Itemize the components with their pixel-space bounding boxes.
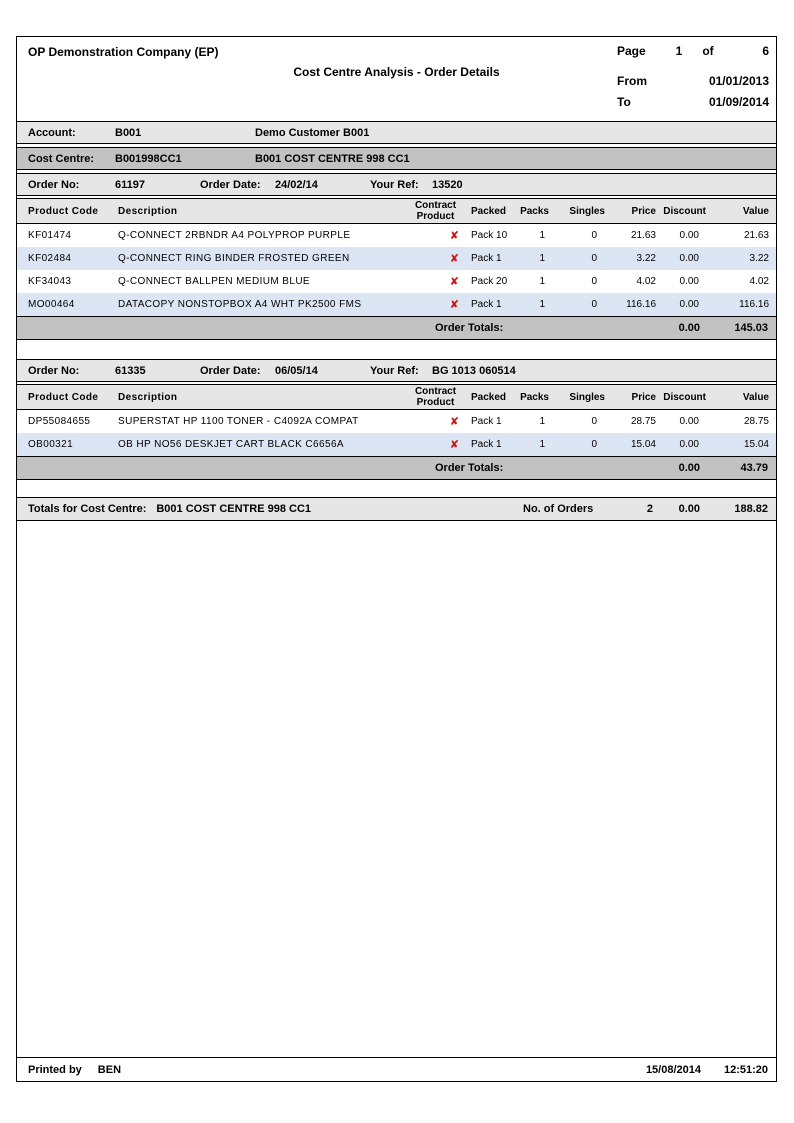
cost-centre-name: B001 COST CENTRE 998 CC1 bbox=[255, 152, 410, 165]
table-row bbox=[17, 224, 776, 247]
table-header-row bbox=[17, 384, 776, 410]
your-ref-label: Your Ref: bbox=[370, 178, 419, 191]
col-singles: Singles bbox=[569, 391, 605, 403]
col-packs: Packs bbox=[520, 391, 549, 403]
packs-cell: 1 bbox=[539, 230, 545, 241]
order-totals-discount: 0.00 bbox=[678, 462, 700, 474]
account-bar bbox=[17, 121, 776, 144]
account-code: B001 bbox=[115, 126, 142, 139]
order-totals-discount: 0.00 bbox=[678, 322, 700, 334]
col-singles: Singles bbox=[569, 205, 605, 217]
col-description: Description bbox=[118, 391, 178, 403]
value-cell: 116.16 bbox=[739, 299, 769, 310]
price-cell: 3.22 bbox=[636, 253, 656, 264]
singles-cell: 0 bbox=[591, 253, 597, 264]
price-cell: 116.16 bbox=[626, 299, 656, 310]
table-row bbox=[17, 433, 776, 456]
order-header-bar bbox=[17, 359, 776, 382]
packed-cell: Pack 1 bbox=[471, 299, 502, 310]
cost-centre-totals-name: B001 COST CENTRE 998 CC1 bbox=[156, 503, 312, 515]
to-label: To bbox=[617, 95, 631, 109]
col-product-code: Product Code bbox=[28, 205, 99, 217]
table-header-row bbox=[17, 198, 776, 224]
order-totals-bar bbox=[17, 316, 776, 340]
product-code-cell: MO00464 bbox=[28, 299, 75, 310]
singles-cell: 0 bbox=[591, 439, 597, 450]
value-cell: 21.63 bbox=[743, 230, 769, 241]
singles-cell: 0 bbox=[591, 230, 597, 241]
account-label: Account: bbox=[28, 126, 76, 139]
report-page bbox=[16, 36, 777, 1082]
value-cell: 28.75 bbox=[743, 416, 769, 427]
col-contract-product: Contract Product bbox=[414, 386, 457, 408]
table-row bbox=[17, 293, 776, 316]
col-price: Price bbox=[631, 391, 656, 403]
packs-cell: 1 bbox=[539, 299, 545, 310]
packed-cell: Pack 1 bbox=[471, 253, 502, 264]
order-no: 61197 bbox=[115, 178, 145, 191]
printed-time: 12:51:20 bbox=[723, 1063, 768, 1076]
col-price: Price bbox=[631, 205, 656, 217]
contract-cross-icon: ✘ bbox=[449, 438, 459, 451]
price-cell: 28.75 bbox=[630, 416, 656, 427]
packed-cell: Pack 1 bbox=[471, 439, 502, 450]
packs-cell: 1 bbox=[539, 276, 545, 287]
packed-cell: Pack 1 bbox=[471, 416, 502, 427]
order-date-label: Order Date: bbox=[200, 178, 261, 191]
packed-cell: Pack 20 bbox=[471, 276, 508, 287]
from-date: 01/01/2013 bbox=[708, 74, 769, 88]
product-code-cell: KF34043 bbox=[28, 276, 72, 287]
value-cell: 15.04 bbox=[743, 439, 769, 450]
packs-cell: 1 bbox=[539, 439, 545, 450]
your-ref-label: Your Ref: bbox=[370, 364, 419, 377]
packed-cell: Pack 10 bbox=[471, 230, 508, 241]
value-cell: 4.02 bbox=[749, 276, 769, 287]
order-totals-value: 145.03 bbox=[734, 322, 768, 334]
printed-by-label: Printed by bbox=[28, 1063, 82, 1076]
order-date: 06/05/14 bbox=[275, 364, 318, 377]
cost-centre-bar bbox=[17, 147, 776, 170]
contract-cross-icon: ✘ bbox=[449, 275, 459, 288]
col-discount: Discount bbox=[663, 391, 706, 403]
order-no: 61335 bbox=[115, 364, 146, 377]
table-row bbox=[17, 247, 776, 270]
col-value: Value bbox=[742, 391, 769, 403]
order-no-label: Order No: bbox=[28, 364, 80, 377]
table-row bbox=[17, 410, 776, 433]
order-no-label: Order No: bbox=[28, 178, 80, 191]
cost-centre-label: Cost Centre: bbox=[28, 152, 95, 165]
page-of-label: of bbox=[702, 44, 714, 58]
report-meta bbox=[617, 43, 769, 111]
your-ref: 13520 bbox=[432, 178, 463, 191]
discount-cell: 0.00 bbox=[679, 230, 699, 241]
cost-centre-totals-value: 188.82 bbox=[734, 503, 768, 515]
from-label: From bbox=[617, 74, 647, 88]
product-code-cell: DP55084655 bbox=[28, 416, 91, 427]
discount-cell: 0.00 bbox=[679, 253, 699, 264]
singles-cell: 0 bbox=[591, 276, 597, 287]
printed-by-user: BEN bbox=[97, 1063, 122, 1076]
report-title: Cost Centre Analysis - Order Details bbox=[293, 65, 500, 79]
product-code-cell: OB00321 bbox=[28, 439, 74, 450]
order-date: 24/02/14 bbox=[275, 178, 318, 191]
description-cell: SUPERSTAT HP 1100 TONER - C4092A COMPAT bbox=[118, 416, 359, 427]
your-ref: BG 1013 060514 bbox=[432, 364, 516, 377]
price-cell: 15.04 bbox=[630, 439, 656, 450]
no-of-orders-count: 2 bbox=[646, 503, 653, 515]
page-indicator bbox=[617, 43, 769, 60]
description-cell: Q-CONNECT BALLPEN MEDIUM BLUE bbox=[118, 276, 311, 287]
order-section bbox=[17, 359, 776, 480]
page-total: 6 bbox=[762, 44, 769, 58]
order-totals-value: 43.79 bbox=[740, 462, 768, 474]
order-section bbox=[17, 173, 776, 340]
discount-cell: 0.00 bbox=[679, 439, 699, 450]
product-code-cell: KF01474 bbox=[28, 230, 72, 241]
discount-cell: 0.00 bbox=[679, 416, 699, 427]
order-totals-bar bbox=[17, 456, 776, 480]
cost-centre-totals-bar bbox=[17, 497, 776, 521]
discount-cell: 0.00 bbox=[679, 276, 699, 287]
order-date-label: Order Date: bbox=[200, 364, 261, 377]
report-header bbox=[17, 37, 776, 121]
col-description: Description bbox=[118, 205, 178, 217]
table-row bbox=[17, 270, 776, 293]
cost-centre-code: B001998CC1 bbox=[115, 152, 182, 165]
printed-date: 15/08/2014 bbox=[645, 1063, 701, 1076]
no-of-orders-label: No. of Orders bbox=[523, 503, 594, 515]
report-footer bbox=[17, 1057, 776, 1081]
col-packed: Packed bbox=[471, 205, 507, 217]
description-cell: OB HP NO56 DESKJET CART BLACK C6656A bbox=[118, 439, 344, 450]
contract-cross-icon: ✘ bbox=[449, 298, 459, 311]
product-code-cell: KF02484 bbox=[28, 253, 72, 264]
date-range-from bbox=[617, 73, 769, 90]
cost-centre-totals-discount: 0.00 bbox=[678, 503, 700, 515]
value-cell: 3.22 bbox=[749, 253, 769, 264]
date-range-to bbox=[617, 94, 769, 111]
contract-cross-icon: ✘ bbox=[449, 229, 459, 242]
packs-cell: 1 bbox=[539, 416, 545, 427]
contract-cross-icon: ✘ bbox=[449, 415, 459, 428]
company-name: OP Demonstration Company (EP) bbox=[28, 45, 219, 59]
discount-cell: 0.00 bbox=[679, 299, 699, 310]
to-date: 01/09/2014 bbox=[708, 95, 769, 109]
order-header-bar bbox=[17, 173, 776, 196]
description-cell: Q-CONNECT 2RBNDR A4 POLYPROP PURPLE bbox=[118, 230, 351, 241]
description-cell: DATACOPY NONSTOPBOX A4 WHT PK2500 FMS bbox=[118, 299, 362, 310]
price-cell: 4.02 bbox=[636, 276, 656, 287]
cost-centre-totals-label: Totals for Cost Centre: bbox=[28, 503, 147, 515]
col-product-code: Product Code bbox=[28, 391, 99, 403]
order-totals-label: Order Totals: bbox=[435, 462, 504, 474]
col-discount: Discount bbox=[663, 205, 706, 217]
singles-cell: 0 bbox=[591, 299, 597, 310]
page-number: 1 bbox=[675, 44, 683, 58]
price-cell: 21.63 bbox=[630, 230, 656, 241]
packs-cell: 1 bbox=[539, 253, 545, 264]
page-label: Page bbox=[617, 44, 646, 58]
description-cell: Q-CONNECT RING BINDER FROSTED GREEN bbox=[118, 253, 350, 264]
col-packs: Packs bbox=[520, 205, 549, 217]
col-packed: Packed bbox=[471, 391, 507, 403]
col-value: Value bbox=[742, 205, 769, 217]
account-name: Demo Customer B001 bbox=[255, 126, 370, 139]
col-contract-product: Contract Product bbox=[414, 200, 457, 222]
singles-cell: 0 bbox=[591, 416, 597, 427]
order-totals-label: Order Totals: bbox=[435, 322, 504, 334]
contract-cross-icon: ✘ bbox=[449, 252, 459, 265]
